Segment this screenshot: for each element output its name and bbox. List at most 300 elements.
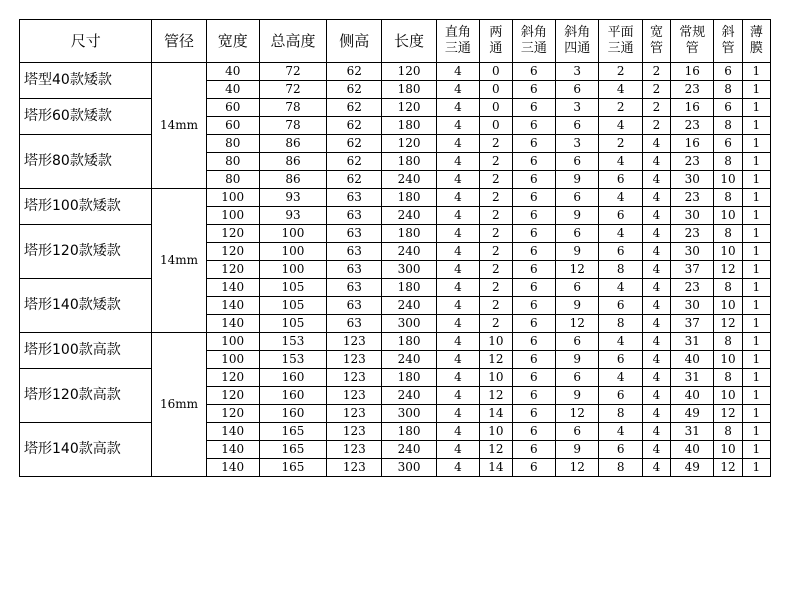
value-cell: 4: [436, 279, 479, 297]
value-cell: 1: [742, 81, 770, 99]
value-cell: 60: [206, 117, 259, 135]
value-cell: 6: [512, 153, 555, 171]
value-cell: 100: [259, 243, 326, 261]
value-cell: 100: [206, 351, 259, 369]
value-cell: 6: [714, 135, 742, 153]
value-cell: 4: [436, 369, 479, 387]
value-cell: 100: [206, 207, 259, 225]
value-cell: 1: [742, 441, 770, 459]
value-cell: 6: [512, 297, 555, 315]
column-header-line: 通: [489, 41, 503, 56]
value-cell: 14: [480, 405, 513, 423]
value-cell: 6: [512, 369, 555, 387]
value-cell: 1: [742, 333, 770, 351]
value-cell: 63: [327, 243, 382, 261]
value-cell: 240: [382, 351, 436, 369]
value-cell: 4: [642, 261, 670, 279]
value-cell: 6: [512, 315, 555, 333]
column-header: 侧高: [327, 20, 382, 63]
value-cell: 123: [327, 369, 382, 387]
spec-table: [19, 19, 771, 477]
value-cell: 4: [436, 243, 479, 261]
table-row: [20, 423, 771, 441]
value-cell: 165: [259, 441, 326, 459]
value-cell: 1: [742, 387, 770, 405]
column-header: 长度: [382, 20, 436, 63]
value-cell: 62: [327, 135, 382, 153]
value-cell: 4: [436, 63, 479, 81]
value-cell: 6: [512, 387, 555, 405]
value-cell: 6: [512, 261, 555, 279]
value-cell: 1: [742, 207, 770, 225]
value-cell: 8: [714, 117, 742, 135]
column-header: 宽度: [206, 20, 259, 63]
value-cell: 4: [642, 423, 670, 441]
value-cell: 1: [742, 405, 770, 423]
value-cell: 4: [642, 405, 670, 423]
value-cell: 63: [327, 261, 382, 279]
value-cell: 23: [671, 117, 714, 135]
value-cell: 86: [259, 135, 326, 153]
value-cell: 4: [436, 99, 479, 117]
value-cell: 2: [599, 63, 642, 81]
header-row: [20, 20, 771, 63]
column-header-line: 四通: [564, 41, 591, 56]
column-header-line: 管: [685, 41, 699, 56]
value-cell: 9: [556, 441, 599, 459]
value-cell: 9: [556, 351, 599, 369]
value-cell: 2: [599, 135, 642, 153]
value-cell: 6: [512, 207, 555, 225]
column-header-line: 三通: [520, 41, 547, 56]
value-cell: 3: [556, 99, 599, 117]
value-cell: 300: [382, 315, 436, 333]
value-cell: 240: [382, 171, 436, 189]
value-cell: 105: [259, 279, 326, 297]
value-cell: 6: [512, 81, 555, 99]
value-cell: 153: [259, 333, 326, 351]
value-cell: 1: [742, 153, 770, 171]
table-row: [20, 99, 771, 117]
value-cell: 2: [480, 207, 513, 225]
value-cell: 123: [327, 333, 382, 351]
value-cell: 9: [556, 387, 599, 405]
value-cell: 100: [206, 333, 259, 351]
value-cell: 2: [599, 99, 642, 117]
value-cell: 31: [671, 333, 714, 351]
value-cell: 6: [512, 423, 555, 441]
value-cell: 1: [742, 423, 770, 441]
value-cell: 0: [480, 117, 513, 135]
value-cell: 6: [599, 297, 642, 315]
value-cell: 180: [382, 369, 436, 387]
value-cell: 2: [480, 261, 513, 279]
column-header: [556, 20, 599, 63]
column-header: [512, 20, 555, 63]
value-cell: 120: [382, 99, 436, 117]
value-cell: 62: [327, 99, 382, 117]
model-name-cell: 塔形80款矮款: [20, 135, 152, 189]
value-cell: 4: [642, 135, 670, 153]
value-cell: 1: [742, 171, 770, 189]
value-cell: 80: [206, 135, 259, 153]
value-cell: 37: [671, 261, 714, 279]
model-name-cell: 塔型40款矮款: [20, 63, 152, 99]
value-cell: 4: [436, 423, 479, 441]
value-cell: 6: [512, 189, 555, 207]
value-cell: 40: [671, 387, 714, 405]
value-cell: 1: [742, 369, 770, 387]
value-cell: 10: [714, 243, 742, 261]
value-cell: 63: [327, 189, 382, 207]
value-cell: 23: [671, 279, 714, 297]
value-cell: 6: [556, 81, 599, 99]
value-cell: 6: [556, 333, 599, 351]
value-cell: 63: [327, 207, 382, 225]
pipe-diameter-cell: 16mm: [152, 333, 206, 477]
value-cell: 2: [642, 117, 670, 135]
value-cell: 4: [642, 225, 670, 243]
value-cell: 1: [742, 297, 770, 315]
value-cell: 240: [382, 387, 436, 405]
value-cell: 6: [512, 99, 555, 117]
value-cell: 86: [259, 171, 326, 189]
value-cell: 140: [206, 315, 259, 333]
model-name-cell: 塔形140款矮款: [20, 279, 152, 333]
value-cell: 180: [382, 117, 436, 135]
value-cell: 62: [327, 63, 382, 81]
value-cell: 10: [480, 423, 513, 441]
value-cell: 123: [327, 351, 382, 369]
value-cell: 4: [599, 117, 642, 135]
value-cell: 6: [556, 225, 599, 243]
value-cell: 4: [599, 189, 642, 207]
value-cell: 8: [714, 81, 742, 99]
value-cell: 6: [512, 117, 555, 135]
value-cell: 10: [714, 297, 742, 315]
value-cell: 10: [714, 387, 742, 405]
table-header: [20, 20, 771, 63]
value-cell: 63: [327, 279, 382, 297]
value-cell: 4: [599, 225, 642, 243]
value-cell: 120: [206, 243, 259, 261]
value-cell: 180: [382, 279, 436, 297]
value-cell: 12: [714, 315, 742, 333]
value-cell: 62: [327, 171, 382, 189]
column-header-line: 斜角: [520, 25, 547, 40]
value-cell: 4: [642, 369, 670, 387]
value-cell: 180: [382, 81, 436, 99]
value-cell: 12: [556, 315, 599, 333]
value-cell: 12: [556, 405, 599, 423]
value-cell: 180: [382, 225, 436, 243]
model-name-cell: 塔形100款高款: [20, 333, 152, 369]
value-cell: 31: [671, 423, 714, 441]
value-cell: 8: [714, 423, 742, 441]
column-header: [436, 20, 479, 63]
value-cell: 40: [671, 351, 714, 369]
value-cell: 6: [512, 405, 555, 423]
value-cell: 4: [599, 333, 642, 351]
value-cell: 4: [642, 351, 670, 369]
value-cell: 10: [480, 369, 513, 387]
value-cell: 4: [642, 207, 670, 225]
value-cell: 120: [206, 369, 259, 387]
value-cell: 6: [512, 225, 555, 243]
value-cell: 3: [556, 63, 599, 81]
value-cell: 31: [671, 369, 714, 387]
value-cell: 49: [671, 405, 714, 423]
value-cell: 4: [436, 351, 479, 369]
column-header: [742, 20, 770, 63]
value-cell: 63: [327, 315, 382, 333]
value-cell: 6: [512, 135, 555, 153]
value-cell: 160: [259, 369, 326, 387]
value-cell: 8: [599, 459, 642, 477]
column-header-line: 直角: [444, 25, 471, 40]
value-cell: 2: [480, 315, 513, 333]
value-cell: 140: [206, 441, 259, 459]
value-cell: 12: [480, 441, 513, 459]
value-cell: 63: [327, 297, 382, 315]
value-cell: 4: [642, 333, 670, 351]
value-cell: 123: [327, 405, 382, 423]
value-cell: 8: [714, 369, 742, 387]
value-cell: 165: [259, 423, 326, 441]
value-cell: 4: [642, 153, 670, 171]
value-cell: 4: [599, 369, 642, 387]
value-cell: 1: [742, 315, 770, 333]
value-cell: 1: [742, 99, 770, 117]
value-cell: 93: [259, 207, 326, 225]
value-cell: 2: [480, 279, 513, 297]
value-cell: 2: [480, 189, 513, 207]
value-cell: 4: [436, 261, 479, 279]
value-cell: 4: [436, 387, 479, 405]
value-cell: 300: [382, 405, 436, 423]
value-cell: 12: [714, 261, 742, 279]
value-cell: 8: [599, 261, 642, 279]
value-cell: 4: [599, 153, 642, 171]
column-header-line: 平面: [607, 25, 634, 40]
value-cell: 78: [259, 99, 326, 117]
value-cell: 8: [714, 225, 742, 243]
value-cell: 140: [206, 279, 259, 297]
value-cell: 1: [742, 63, 770, 81]
value-cell: 8: [714, 279, 742, 297]
model-name-cell: 塔形120款矮款: [20, 225, 152, 279]
value-cell: 40: [206, 63, 259, 81]
value-cell: 2: [642, 63, 670, 81]
value-cell: 6: [556, 189, 599, 207]
value-cell: 9: [556, 171, 599, 189]
value-cell: 1: [742, 117, 770, 135]
value-cell: 3: [556, 135, 599, 153]
value-cell: 120: [382, 63, 436, 81]
value-cell: 10: [480, 333, 513, 351]
value-cell: 12: [480, 351, 513, 369]
value-cell: 6: [599, 207, 642, 225]
value-cell: 2: [480, 225, 513, 243]
column-header-line: 斜角: [564, 25, 591, 40]
value-cell: 160: [259, 387, 326, 405]
value-cell: 240: [382, 297, 436, 315]
value-cell: 1: [742, 189, 770, 207]
value-cell: 180: [382, 423, 436, 441]
value-cell: 8: [714, 153, 742, 171]
value-cell: 6: [599, 171, 642, 189]
column-header-line: 两: [489, 25, 503, 40]
value-cell: 30: [671, 207, 714, 225]
value-cell: 6: [512, 441, 555, 459]
value-cell: 23: [671, 225, 714, 243]
value-cell: 105: [259, 297, 326, 315]
value-cell: 123: [327, 441, 382, 459]
value-cell: 72: [259, 81, 326, 99]
value-cell: 6: [714, 99, 742, 117]
value-cell: 6: [512, 333, 555, 351]
value-cell: 4: [436, 405, 479, 423]
value-cell: 4: [436, 153, 479, 171]
model-name-cell: 塔形120款高款: [20, 369, 152, 423]
value-cell: 4: [436, 297, 479, 315]
value-cell: 240: [382, 441, 436, 459]
value-cell: 9: [556, 243, 599, 261]
value-cell: 62: [327, 81, 382, 99]
value-cell: 6: [556, 423, 599, 441]
column-header: [599, 20, 642, 63]
value-cell: 6: [512, 171, 555, 189]
value-cell: 12: [556, 261, 599, 279]
value-cell: 8: [714, 189, 742, 207]
value-cell: 0: [480, 99, 513, 117]
value-cell: 1: [742, 279, 770, 297]
value-cell: 120: [382, 135, 436, 153]
value-cell: 4: [436, 135, 479, 153]
value-cell: 1: [742, 351, 770, 369]
value-cell: 49: [671, 459, 714, 477]
value-cell: 14: [480, 459, 513, 477]
value-cell: 23: [671, 189, 714, 207]
value-cell: 100: [259, 225, 326, 243]
column-header-line: 宽: [649, 25, 663, 40]
value-cell: 8: [714, 333, 742, 351]
value-cell: 40: [206, 81, 259, 99]
value-cell: 140: [206, 459, 259, 477]
value-cell: 86: [259, 153, 326, 171]
value-cell: 120: [206, 387, 259, 405]
model-name-cell: 塔形140款高款: [20, 423, 152, 477]
value-cell: 23: [671, 81, 714, 99]
value-cell: 12: [480, 387, 513, 405]
value-cell: 4: [642, 243, 670, 261]
value-cell: 300: [382, 261, 436, 279]
column-header: [480, 20, 513, 63]
value-cell: 2: [642, 99, 670, 117]
value-cell: 240: [382, 243, 436, 261]
column-header: 总高度: [259, 20, 326, 63]
value-cell: 123: [327, 423, 382, 441]
value-cell: 12: [714, 459, 742, 477]
value-cell: 4: [436, 117, 479, 135]
value-cell: 8: [599, 405, 642, 423]
value-cell: 4: [642, 387, 670, 405]
value-cell: 80: [206, 153, 259, 171]
value-cell: 6: [599, 441, 642, 459]
table-body: [20, 63, 771, 477]
value-cell: 4: [436, 441, 479, 459]
value-cell: 4: [436, 459, 479, 477]
value-cell: 105: [259, 315, 326, 333]
value-cell: 4: [599, 423, 642, 441]
value-cell: 180: [382, 333, 436, 351]
value-cell: 16: [671, 135, 714, 153]
value-cell: 1: [742, 225, 770, 243]
value-cell: 30: [671, 243, 714, 261]
column-header-line: 常规: [679, 25, 706, 40]
value-cell: 4: [642, 441, 670, 459]
value-cell: 1: [742, 459, 770, 477]
value-cell: 8: [599, 315, 642, 333]
value-cell: 6: [599, 387, 642, 405]
value-cell: 4: [436, 171, 479, 189]
table-row: [20, 333, 771, 351]
column-header-line: 膜: [749, 41, 763, 56]
value-cell: 6: [512, 243, 555, 261]
value-cell: 4: [642, 315, 670, 333]
value-cell: 37: [671, 315, 714, 333]
value-cell: 160: [259, 405, 326, 423]
value-cell: 10: [714, 351, 742, 369]
value-cell: 4: [599, 81, 642, 99]
value-cell: 4: [642, 459, 670, 477]
value-cell: 2: [480, 135, 513, 153]
model-name-cell: 塔形100款矮款: [20, 189, 152, 225]
column-header-line: 三通: [607, 41, 634, 56]
value-cell: 1: [742, 135, 770, 153]
value-cell: 62: [327, 153, 382, 171]
value-cell: 9: [556, 297, 599, 315]
value-cell: 140: [206, 423, 259, 441]
value-cell: 2: [480, 297, 513, 315]
value-cell: 6: [599, 243, 642, 261]
value-cell: 4: [436, 315, 479, 333]
value-cell: 2: [480, 171, 513, 189]
value-cell: 0: [480, 63, 513, 81]
table-row: [20, 279, 771, 297]
model-name-cell: 塔形60款矮款: [20, 99, 152, 135]
value-cell: 123: [327, 459, 382, 477]
value-cell: 12: [714, 405, 742, 423]
value-cell: 6: [556, 279, 599, 297]
value-cell: 12: [556, 459, 599, 477]
pipe-diameter-cell: 14mm: [152, 63, 206, 189]
value-cell: 10: [714, 441, 742, 459]
value-cell: 180: [382, 189, 436, 207]
value-cell: 4: [599, 279, 642, 297]
value-cell: 4: [642, 297, 670, 315]
column-header-line: 薄: [749, 25, 763, 40]
value-cell: 0: [480, 81, 513, 99]
value-cell: 72: [259, 63, 326, 81]
value-cell: 6: [512, 351, 555, 369]
value-cell: 4: [436, 225, 479, 243]
value-cell: 6: [512, 459, 555, 477]
table-row: [20, 135, 771, 153]
value-cell: 93: [259, 189, 326, 207]
value-cell: 16: [671, 63, 714, 81]
table-row: [20, 369, 771, 387]
